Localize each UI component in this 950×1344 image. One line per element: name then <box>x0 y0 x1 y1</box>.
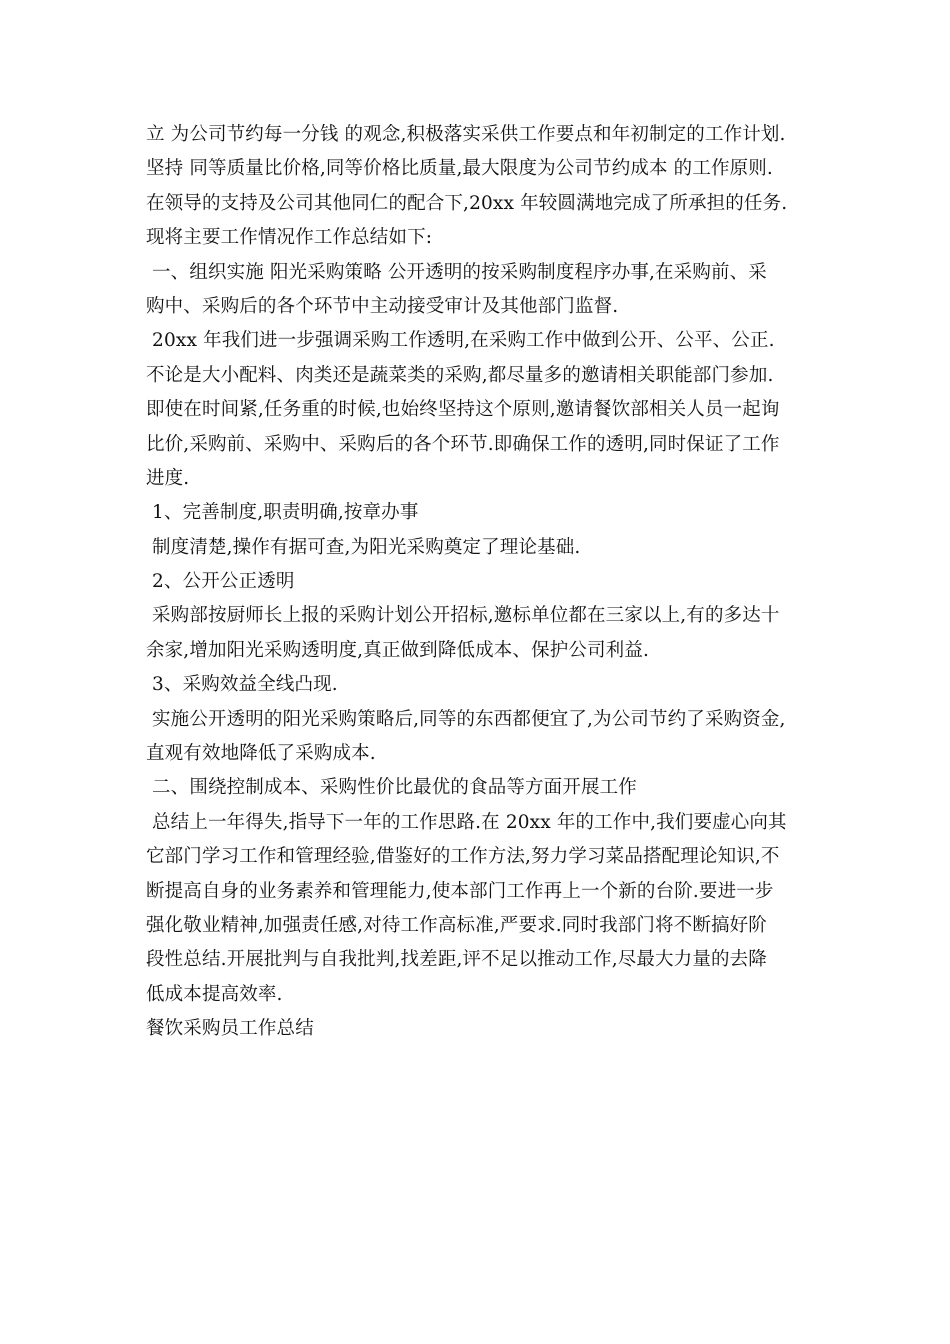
text-line: 立 为公司节约每一分钱 的观念,积极落实采供工作要点和年初制定的工作计划. <box>146 124 786 145</box>
text-line: 购中、采购后的各个环节中主动接受审计及其他部门监督. <box>146 295 619 317</box>
text-line: 实施公开透明的阳光采购策略后,同等的东西都便宜了,为公司节约了采购资金, <box>146 708 786 730</box>
section-heading-2: 二、围绕控制成本、采购性价比最优的食品等方面开展工作 <box>146 777 637 799</box>
text-line: 强化敬业精神,加强责任感,对待工作高标准,严要求.同时我部门将不断搞好阶 <box>146 914 767 936</box>
subheading-3: 3、采购效益全线凸现. <box>146 674 338 696</box>
text-line: 段性总结.开展批判与自我批判,找差距,评不足以推动工作,尽最大力量的去降 <box>146 949 767 971</box>
text-line: 坚持 同等质量比价格,同等价格比质量,最大限度为公司节约成本 的工作原则. <box>146 158 773 180</box>
document-title-line: 餐饮采购员工作总结 <box>146 1018 314 1040</box>
text-line: 现将主要工作情况作工作总结如下: <box>146 227 433 249</box>
text-line: 断提高自身的业务素养和管理能力,使本部门工作再上一个新的台阶.要进一步 <box>146 880 774 902</box>
text-line: 在领导的支持及公司其他同仁的配合下,20xx 年较圆满地完成了所承担的任务. <box>146 192 788 214</box>
text-line: 采购部按厨师长上报的采购计划公开招标,邀标单位都在三家以上,有的多达十 <box>146 605 780 627</box>
text-line: 不论是大小配料、肉类还是蔬菜类的采购,都尽量多的邀请相关职能部门参加. <box>146 364 774 386</box>
text-line: 比价,采购前、采购中、采购后的各个环节.即确保工作的透明,同时保证了工作 <box>146 433 780 455</box>
text-line: 总结上一年得失,指导下一年的工作思路.在 20xx 年的工作中,我们要虚心向其 <box>146 811 787 833</box>
section-heading-1: 一、组织实施 阳光采购策略 公开透明的按采购制度程序办事,在采购前、采 <box>146 261 767 283</box>
text-line: 20xx 年我们进一步强调采购工作透明,在采购工作中做到公开、公平、公正. <box>146 330 775 352</box>
subheading-2: 2、公开公正透明 <box>146 571 295 593</box>
text-line: 制度清楚,操作有据可查,为阳光采购奠定了理论基础. <box>146 536 581 558</box>
text-line: 低成本提高效率. <box>146 983 283 1005</box>
text-line: 即使在时间紧,任务重的时候,也始终坚持这个原则,邀请餐饮部相关人员一起询 <box>146 399 780 421</box>
text-line: 直观有效地降低了采购成本. <box>146 743 376 765</box>
text-line: 它部门学习工作和管理经验,借鉴好的工作方法,努力学习菜品搭配理论知识,不 <box>146 846 780 868</box>
document-body <box>146 118 818 1047</box>
text-line: 余家,增加阳光采购透明度,真正做到降低成本、保护公司利益. <box>146 639 649 661</box>
subheading-1: 1、完善制度,职责明确,按章办事 <box>146 502 419 524</box>
text-line: 进度. <box>146 467 190 489</box>
